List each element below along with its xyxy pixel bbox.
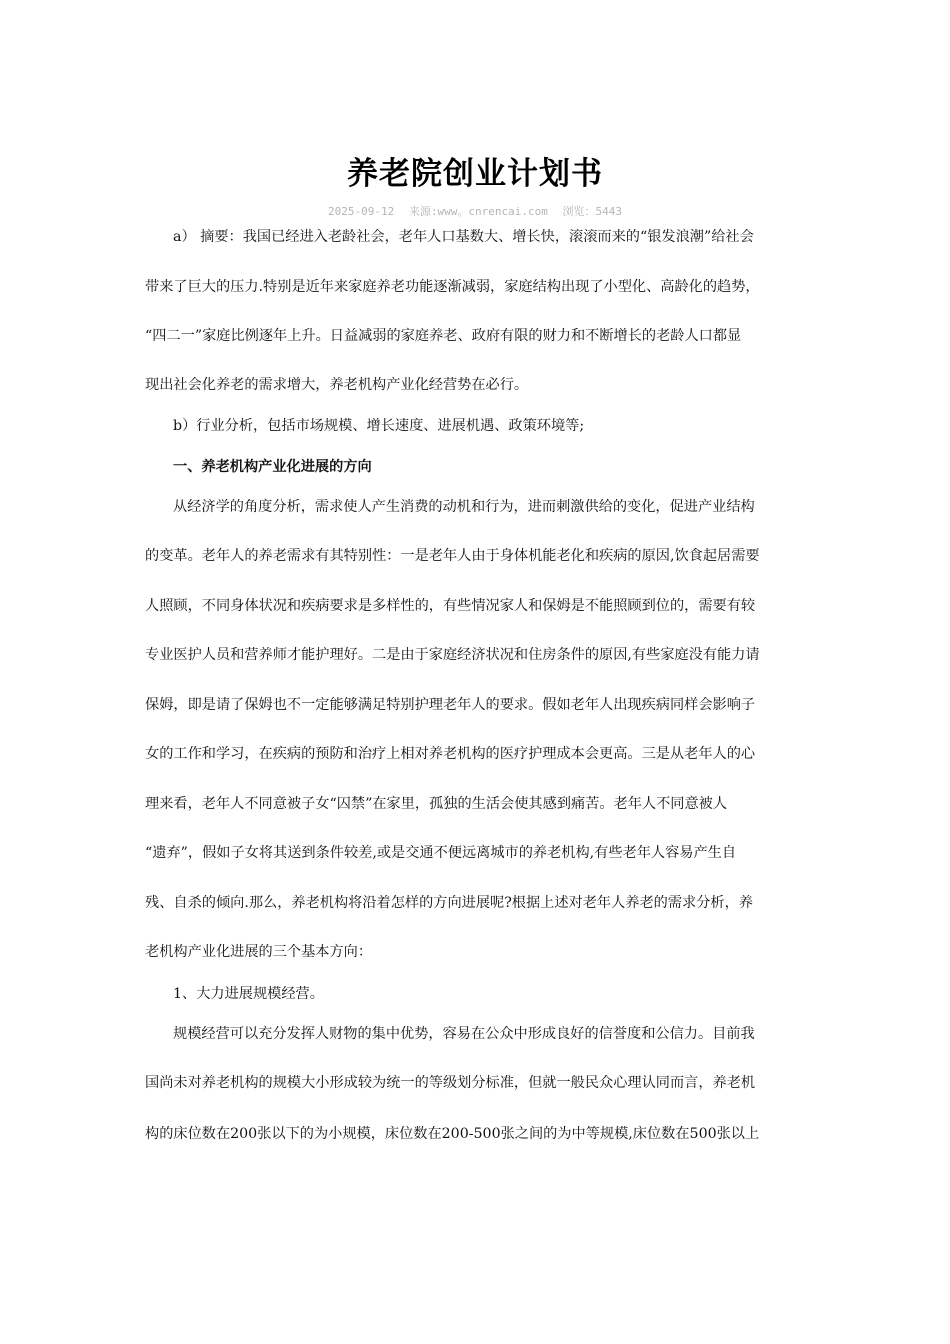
document-meta [0, 203, 950, 219]
text-line: b）行业分析，包括市场规模、增长速度、进展机遇、政策环境等; [173, 418, 585, 434]
text-line: 的变革。老年人的养老需求有其特别性：一是老年人由于身体机能老化和疾病的原因,饮食起居需要 [145, 548, 760, 564]
text-line: 人照顾，不同身体状况和疾病要求是多样性的，有些情况家人和保姆是不能照顾到位的，需要有较 [145, 598, 756, 614]
text-line: 专业医护人员和营养师才能护理好。二是由于家庭经济状况和住房条件的原因,有些家庭没有能力请 [145, 647, 760, 663]
meta-views: 浏览：5443 [562, 205, 622, 218]
text-line: 国尚未对养老机构的规模大小形成较为统一的等级划分标准，但就一般民众心理认同而言，养老机 [145, 1075, 756, 1091]
text-line: 理来看，老年人不同意被子女“囚禁”在家里，孤独的生活会使其感到痛苦。老年人不同意被人 [145, 796, 728, 812]
text-line: 现出社会化养老的需求增大，养老机构产业化经营势在必行。 [145, 377, 529, 393]
section-heading: 一、养老机构产业化进展的方向 [173, 459, 372, 475]
text-line: “四二一”家庭比例逐年上升。日益减弱的家庭养老、政府有限的财力和不断增长的老龄人口都显 [145, 328, 742, 344]
text-line: 构的床位数在200张以下的为小规模，床位数在200-500张之间的为中等规模,床位数在500张以上 [145, 1126, 760, 1142]
text-line: 规模经营可以充分发挥人财物的集中优势，容易在公众中形成良好的信誉度和公信力。目前我 [173, 1026, 755, 1042]
meta-source: 来源:www。cnrencai.com [408, 205, 548, 218]
document-title: 养老院创业计划书 [347, 156, 603, 192]
text-line: 老机构产业化进展的三个基本方向： [145, 944, 373, 960]
meta-date: 2025-09-12 [328, 205, 395, 218]
text-line: 从经济学的角度分析，需求使人产生消费的动机和行为，进而刺激供给的变化，促进产业结构 [173, 499, 755, 515]
text-line: 残、自杀的倾向.那么，养老机构将沿着怎样的方向进展呢?根据上述对老年人养老的需求分析，养 [145, 895, 753, 911]
text-line: “遗弃”，假如子女将其送到条件较差,或是交通不便远离城市的养老机构,有些老年人容易产生自 [145, 845, 737, 861]
subsection-heading: 1、大力进展规模经营。 [173, 986, 324, 1002]
text-line: 女的工作和学习，在疾病的预防和治疗上相对养老机构的医疗护理成本会更高。三是从老年人的心 [145, 746, 756, 762]
text-line: 保姆，即是请了保姆也不一定能够满足特别护理老年人的要求。假如老年人出现疾病同样会影响子 [145, 697, 756, 713]
text-line: 带来了巨大的压力.特别是近年来家庭养老功能逐渐减弱，家庭结构出现了小型化、高龄化的趋势， [145, 279, 760, 295]
text-line: a） 摘要：我国已经进入老龄社会，老年人口基数大、增长快，滚滚而来的“银发浪潮”给社会 [173, 229, 754, 245]
